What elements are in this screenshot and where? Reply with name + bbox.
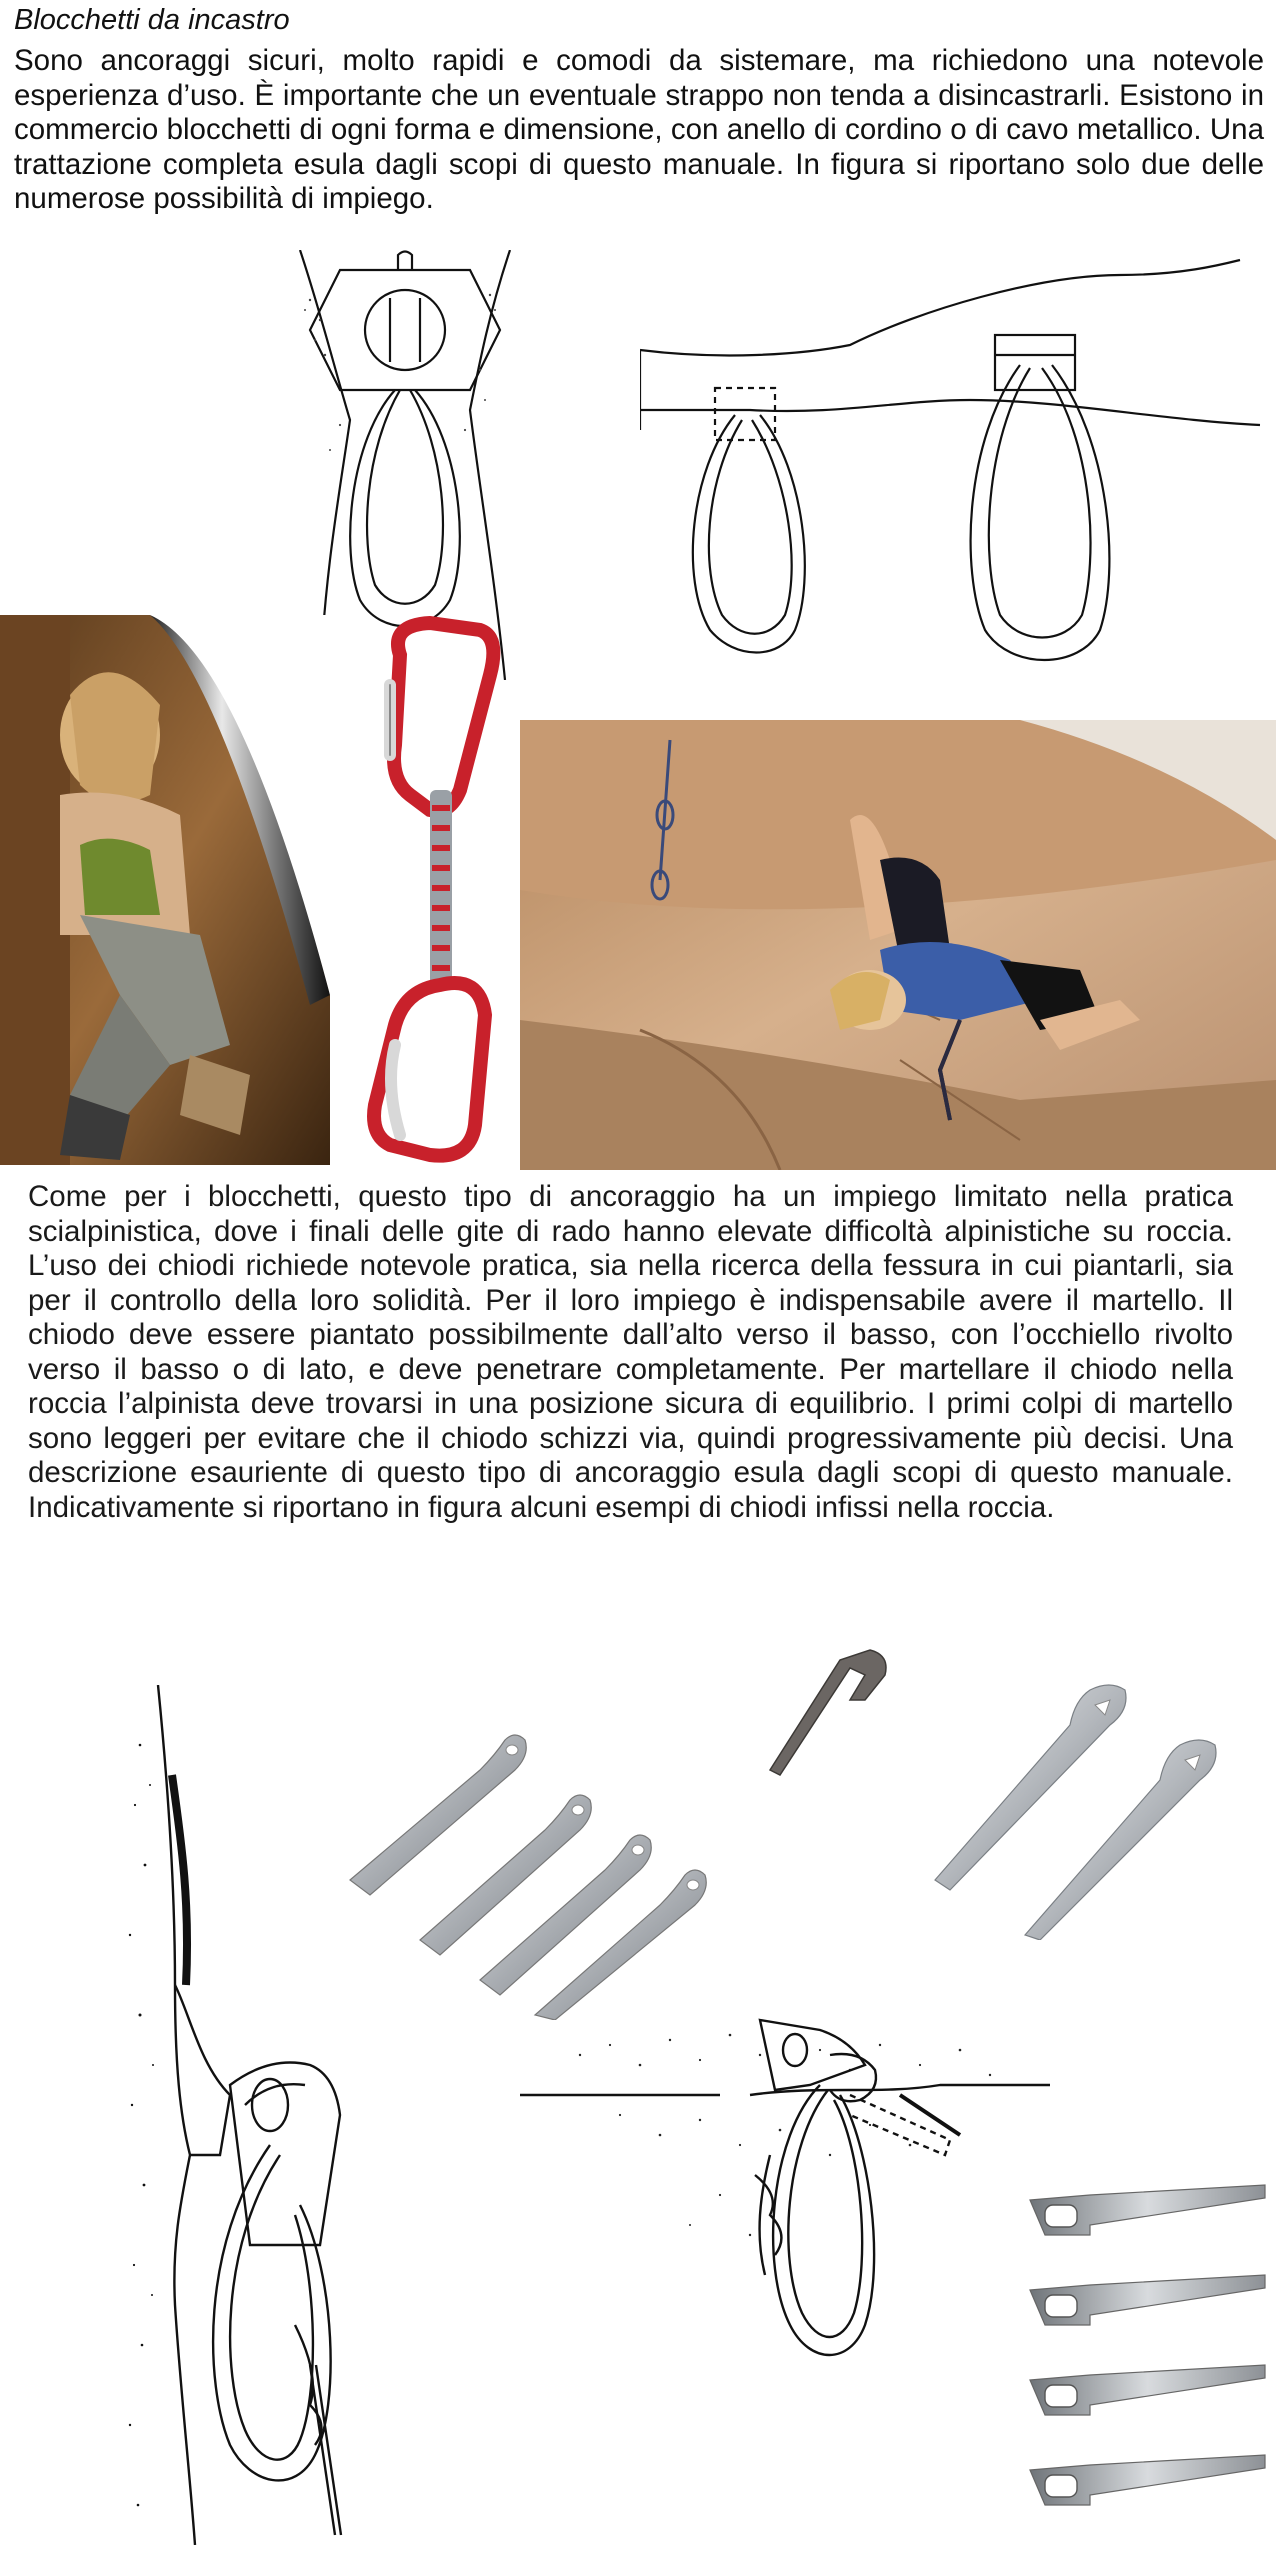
intro-paragraph xyxy=(14,44,1264,217)
piton-photo-set-c xyxy=(1020,2180,1270,2550)
angle-piton-photo xyxy=(760,1640,900,1780)
intro-paragraph-text: Sono ancoraggi sicuri, molto rapidi e comodi da sistemare, ma richiedono una notevole esperienza d’uso. È importante che un eventuale strappo non tenda a disincastrarli. Esistono in commercio blocchetti di ogni forma e dimensione, con anello di cordino o di cavo metallico. Una trattazione completa esula dagli scopi di questo manuale. In figura si riportano solo due delle numerose possibilità di impiego. xyxy=(14,44,1264,215)
pitons-paragraph xyxy=(28,1180,1233,1525)
climber-photo-left-image xyxy=(0,615,330,1165)
climber-photo-right xyxy=(520,720,1276,1170)
quickdraw-brand-text: SALEWA xyxy=(453,693,470,732)
quickdraw-image xyxy=(360,615,505,1165)
piton-photo-set-a xyxy=(330,1700,710,2020)
section-heading: Blocchetti da incastro xyxy=(14,4,290,36)
pitons-paragraph-text: Come per i blocchetti, questo tipo di ancoraggio ha un impiego limitato nella pratica scialpinistica, dove i finali delle gite di rado hanno elevate difficoltà alpinistiche su roccia. L’uso dei chiodi richiede notevole pratica, sia nella ricerca della fessura in cui piantarli, sia per il controllo della loro solidità. Per il loro impiego è indispensabile avere il martello. Il chiodo deve essere piantato possibilmente dall’alto verso il basso, con l’occhiello rivolto verso il basso o di lato, e deve penetrare completamente. Per martellare il chiodo nella roccia l’alpinista deve trovarsi in una posizione sicura di equilibrio. I primi colpi di martello sono leggeri per evitare che il chiodo schizzi via, quindi progressivamente più decisi. Una descrizione esauriente di questo tipo di ancoraggio esula dagli scopi di questo manuale. Indicativamente si riportano in figura alcuni esempi di chiodi infissi nella roccia. xyxy=(28,1180,1233,1524)
climber-photo-left xyxy=(0,615,330,1165)
piton-photo-set-b xyxy=(930,1670,1220,1940)
piton-crack-drawing xyxy=(520,1995,1050,2415)
wedge-nut-drawing xyxy=(640,250,1270,670)
climber-photo-right-image xyxy=(520,720,1276,1170)
